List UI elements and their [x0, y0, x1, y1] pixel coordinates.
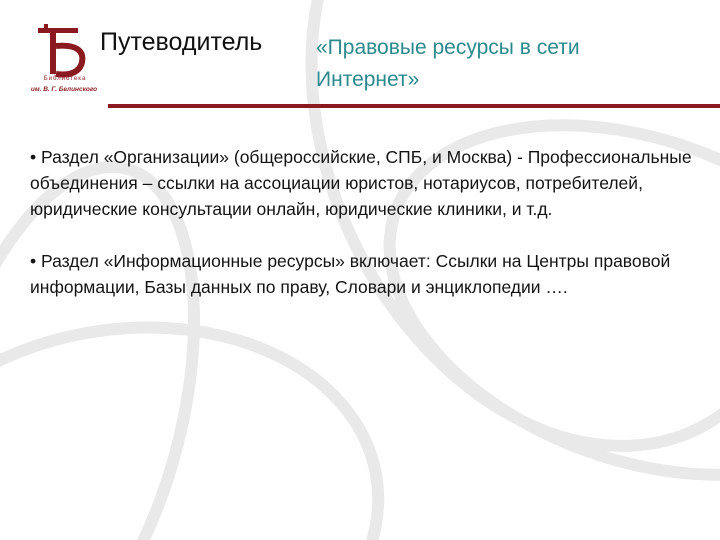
logo-caption-bottom: им. В. Г. Белинского: [30, 86, 98, 93]
content-body: [30, 144, 700, 326]
paragraph-information-resources: • Раздел «Информационные ресурсы» включает: Ссылки на Центры правовой информации, Базы данных по праву, Словари и энциклопедии ….: [30, 251, 671, 297]
library-logo-icon: [26, 22, 104, 94]
page-title: Путеводитель: [100, 28, 263, 56]
paragraph-organizations: • Раздел «Организации» (общероссийские, СПБ, и Москва) - Профессиональные объединения – ссылки на ассоциации юристов, нотариусов, потребителей, юридические консультации онлайн, юридические клиники, и т.д.: [30, 147, 692, 219]
header-divider: [108, 104, 720, 108]
logo-caption-top: Библиотека: [43, 76, 87, 82]
page-subtitle: «Правовые ресурсы в сети Интернет»: [316, 36, 580, 91]
